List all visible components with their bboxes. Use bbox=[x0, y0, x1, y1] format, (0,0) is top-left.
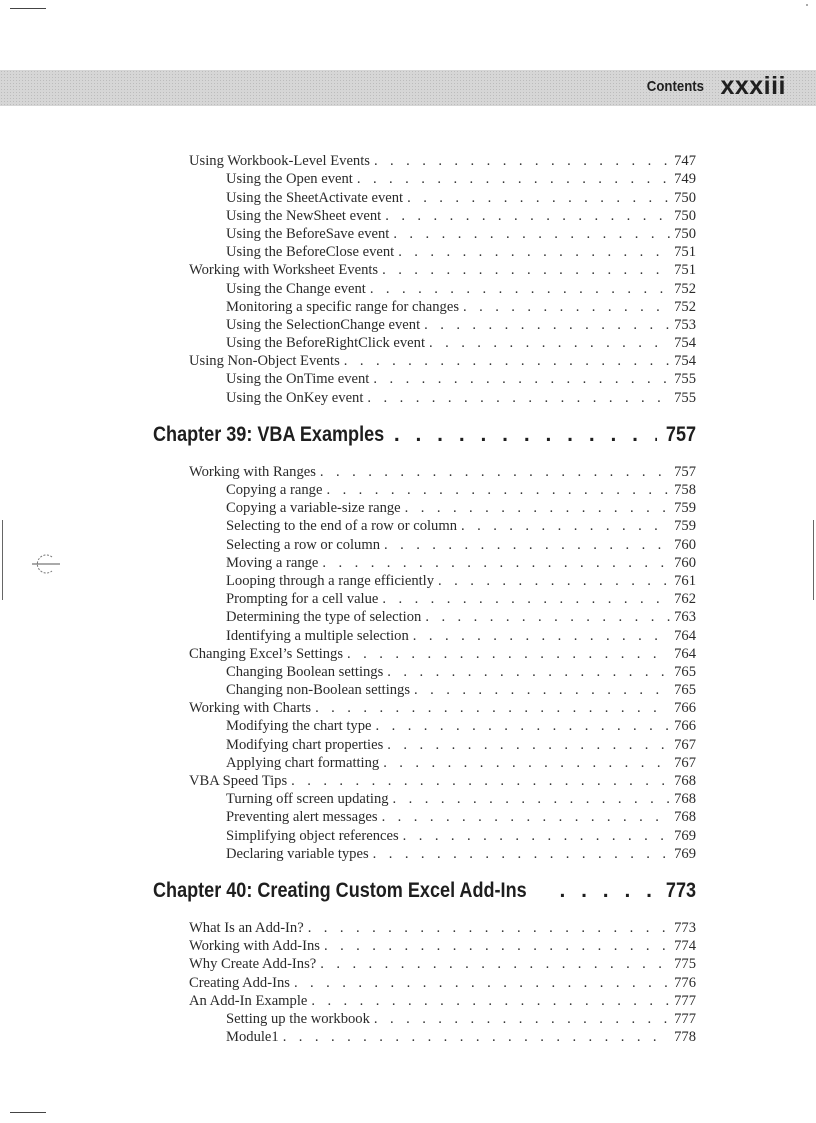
toc-section-entry[interactable] bbox=[189, 772, 696, 790]
entry-title: Changing Boolean settings bbox=[226, 663, 384, 680]
entry-page-number: 765 bbox=[674, 663, 696, 680]
entry-title: Creating Add-Ins bbox=[189, 974, 290, 991]
toc-section-entry[interactable] bbox=[189, 261, 696, 279]
entry-page-number: 768 bbox=[674, 791, 696, 808]
entry-title: Determining the type of selection bbox=[226, 609, 422, 626]
toc-subsection-entry[interactable] bbox=[226, 1010, 696, 1028]
entry-title: Using Workbook-Level Events bbox=[189, 153, 370, 170]
entry-title: Selecting to the end of a row or column bbox=[226, 518, 458, 535]
entry-page-number: 755 bbox=[674, 371, 696, 388]
entry-page-number: 776 bbox=[674, 974, 696, 991]
toc-subsection-entry[interactable] bbox=[226, 845, 696, 863]
dot-leader bbox=[413, 628, 670, 645]
toc-subsection-entry[interactable] bbox=[226, 298, 696, 316]
entry-page-number: 758 bbox=[674, 482, 696, 498]
toc-subsection-entry[interactable] bbox=[226, 626, 696, 644]
toc-section-entry[interactable] bbox=[189, 352, 696, 370]
entry-page-number: 751 bbox=[674, 244, 696, 261]
dot-leader bbox=[370, 281, 670, 298]
entry-page-number: 751 bbox=[674, 262, 696, 279]
dot-leader bbox=[315, 700, 670, 717]
entry-page-number: 777 bbox=[674, 992, 696, 1009]
entry-page-number: 767 bbox=[674, 754, 696, 771]
entry-title: Working with Add-Ins bbox=[189, 938, 320, 955]
entry-title: Using Non-Object Events bbox=[189, 353, 340, 370]
toc-section-entry[interactable] bbox=[189, 463, 696, 481]
toc-subsection-entry[interactable] bbox=[226, 207, 696, 225]
entry-title: Moving a range bbox=[226, 554, 319, 571]
dot-leader bbox=[403, 828, 670, 845]
page-number: xxxiii bbox=[720, 72, 786, 100]
entry-title: Preventing alert messages bbox=[226, 809, 378, 826]
dot-leader bbox=[463, 299, 670, 316]
toc-subsection-entry[interactable] bbox=[226, 572, 696, 590]
entry-title: Module1 bbox=[226, 1029, 279, 1046]
entry-title: Why Create Add-Ins? bbox=[189, 956, 317, 973]
dot-leader bbox=[393, 226, 670, 243]
dot-leader bbox=[387, 737, 670, 754]
entry-page-number: 766 bbox=[674, 700, 696, 717]
entry-page-number: 765 bbox=[674, 682, 696, 699]
entry-page-number: 752 bbox=[674, 298, 696, 315]
entry-page-number: 774 bbox=[674, 938, 696, 955]
entry-page-number: 768 bbox=[674, 809, 696, 826]
entry-page-number: 762 bbox=[674, 591, 696, 608]
dot-leader bbox=[394, 423, 657, 447]
dot-leader bbox=[414, 682, 670, 699]
entry-title: What Is an Add-In? bbox=[189, 919, 304, 936]
dot-leader bbox=[311, 993, 670, 1010]
dot-leader bbox=[373, 846, 670, 863]
entry-title: Looping through a range efficiently bbox=[226, 572, 435, 589]
toc-subsection-entry[interactable] bbox=[226, 681, 696, 699]
entry-title: Working with Ranges bbox=[189, 463, 316, 480]
entry-page-number: 750 bbox=[674, 207, 696, 224]
running-header-label: Contents bbox=[646, 78, 704, 95]
dot-leader bbox=[393, 791, 671, 808]
entry-page-number: 768 bbox=[674, 773, 696, 789]
dot-leader bbox=[382, 262, 670, 279]
toc-subsection-entry[interactable] bbox=[226, 334, 696, 352]
entry-title: Modifying chart properties bbox=[226, 736, 384, 753]
dot-leader bbox=[382, 591, 670, 608]
dot-leader bbox=[344, 353, 670, 370]
entry-page-number: 750 bbox=[674, 189, 696, 206]
toc-subsection-entry[interactable] bbox=[226, 808, 696, 826]
toc-subsection-entry[interactable] bbox=[226, 608, 696, 626]
dot-leader bbox=[326, 482, 670, 499]
entry-title: Working with Charts bbox=[189, 700, 312, 717]
entry-title: Using the Open event bbox=[226, 171, 353, 188]
dot-leader bbox=[357, 171, 670, 188]
entry-title: Using the BeforeSave event bbox=[226, 225, 390, 242]
dot-leader bbox=[308, 920, 670, 937]
entry-page-number: 752 bbox=[674, 280, 696, 297]
toc-section-entry[interactable] bbox=[189, 699, 696, 717]
dot-leader bbox=[320, 464, 670, 481]
chapter-heading[interactable] bbox=[153, 407, 696, 463]
print-speck bbox=[806, 4, 808, 6]
dot-leader bbox=[429, 335, 670, 352]
toc-subsection-entry[interactable] bbox=[226, 754, 696, 772]
entry-page-number: 760 bbox=[674, 536, 696, 553]
toc-subsection-entry[interactable] bbox=[226, 735, 696, 753]
toc-section-entry[interactable] bbox=[189, 152, 696, 170]
dot-leader bbox=[405, 500, 670, 517]
entry-title: VBA Speed Tips bbox=[189, 773, 288, 789]
toc-section-entry[interactable] bbox=[189, 645, 696, 663]
toc-subsection-entry[interactable] bbox=[226, 517, 696, 535]
toc-subsection-entry[interactable] bbox=[226, 663, 696, 681]
toc-subsection-entry[interactable] bbox=[226, 826, 696, 844]
entry-page-number: 764 bbox=[674, 645, 696, 662]
entry-title: Working with Worksheet Events bbox=[189, 262, 379, 279]
toc-subsection-entry[interactable] bbox=[226, 717, 696, 735]
entry-title: Using the NewSheet event bbox=[226, 207, 382, 224]
entry-page-number: 753 bbox=[674, 316, 696, 333]
toc-subsection-entry[interactable] bbox=[226, 790, 696, 808]
dot-leader bbox=[398, 244, 670, 261]
entry-page-number: 778 bbox=[674, 1029, 696, 1046]
dot-leader bbox=[294, 975, 670, 992]
dot-leader bbox=[347, 646, 670, 663]
dot-leader bbox=[376, 718, 671, 735]
entry-title: Simplifying object references bbox=[226, 827, 399, 844]
entry-page-number: 761 bbox=[674, 572, 696, 589]
entry-title: Applying chart formatting bbox=[226, 754, 380, 771]
entry-page-number: 755 bbox=[674, 389, 696, 406]
entry-page-number: 777 bbox=[674, 1010, 696, 1027]
toc-subsection-entry[interactable] bbox=[226, 188, 696, 206]
entry-page-number: 773 bbox=[674, 919, 696, 936]
dot-leader bbox=[438, 573, 670, 590]
dot-leader bbox=[384, 537, 670, 554]
toc-subsection-entry[interactable] bbox=[226, 535, 696, 553]
entry-page-number: 767 bbox=[674, 736, 696, 753]
entry-title: Modifying the chart type bbox=[226, 718, 372, 735]
entry-page-number: 757 bbox=[674, 463, 696, 480]
entry-page-number: 747 bbox=[674, 153, 696, 170]
entry-page-number: 775 bbox=[674, 956, 696, 973]
entry-title: Identifying a multiple selection bbox=[226, 627, 409, 644]
crop-mark-bottom bbox=[10, 1112, 46, 1113]
toc-subsection-entry[interactable] bbox=[226, 499, 696, 517]
entry-title: Changing non-Boolean settings bbox=[226, 682, 411, 699]
toc-subsection-entry[interactable] bbox=[226, 1028, 696, 1046]
chapter-title: Chapter 39: VBA Examples bbox=[153, 422, 385, 446]
toc-subsection-entry[interactable] bbox=[226, 554, 696, 572]
toc-section-entry[interactable] bbox=[189, 937, 696, 955]
dot-leader bbox=[407, 190, 670, 207]
entry-title: Using the OnKey event bbox=[226, 389, 364, 406]
dot-leader bbox=[461, 518, 670, 535]
dot-leader bbox=[374, 1011, 670, 1028]
chapter-title: Chapter 40: Creating Custom Excel Add-Ins bbox=[153, 878, 527, 902]
entry-title: Copying a range bbox=[226, 482, 323, 498]
entry-page-number: 769 bbox=[674, 827, 696, 844]
chapter-heading[interactable] bbox=[153, 863, 696, 919]
entry-title: Turning off screen updating bbox=[226, 791, 389, 808]
dot-leader bbox=[283, 1029, 670, 1046]
entry-title: Declaring variable types bbox=[226, 845, 369, 862]
dot-leader bbox=[374, 153, 670, 170]
toc-subsection-entry[interactable] bbox=[226, 316, 696, 334]
dot-leader bbox=[425, 609, 670, 626]
toc-subsection-entry[interactable] bbox=[226, 170, 696, 188]
entry-title: Prompting for a cell value bbox=[226, 591, 379, 608]
entry-title: Using the SelectionChange event bbox=[226, 316, 421, 333]
dot-leader bbox=[291, 773, 670, 790]
toc-section-entry[interactable] bbox=[189, 919, 696, 937]
toc-subsection-entry[interactable] bbox=[226, 243, 696, 261]
entry-page-number: 763 bbox=[674, 609, 696, 626]
entry-title: An Add-In Example bbox=[189, 992, 308, 1009]
entry-title: Using the SheetActivate event bbox=[226, 189, 404, 206]
toc-subsection-entry[interactable] bbox=[226, 225, 696, 243]
dot-leader bbox=[424, 317, 670, 334]
entry-title: Using the BeforeClose event bbox=[226, 244, 395, 261]
dot-leader bbox=[320, 956, 670, 973]
chapter-page-number: 757 bbox=[665, 422, 696, 446]
entry-page-number: 754 bbox=[674, 335, 696, 352]
entry-page-number: 769 bbox=[674, 845, 696, 862]
entry-title: Setting up the workbook bbox=[226, 1010, 370, 1027]
entry-title: Selecting a row or column bbox=[226, 536, 381, 553]
dot-leader bbox=[324, 938, 670, 955]
entry-page-number: 754 bbox=[674, 353, 696, 370]
entry-page-number: 759 bbox=[674, 500, 696, 517]
dot-leader bbox=[387, 664, 670, 681]
crop-mark-top bbox=[10, 8, 46, 9]
toc-section-entry[interactable] bbox=[189, 955, 696, 973]
entry-page-number: 750 bbox=[674, 225, 696, 242]
entry-title: Changing Excel’s Settings bbox=[189, 645, 344, 662]
dot-leader bbox=[382, 809, 671, 826]
entry-page-number: 759 bbox=[674, 518, 696, 535]
entry-title: Monitoring a specific range for changes bbox=[226, 298, 460, 315]
dot-leader bbox=[373, 371, 670, 388]
entry-page-number: 749 bbox=[674, 171, 696, 188]
entry-title: Using the OnTime event bbox=[226, 371, 370, 388]
entry-page-number: 760 bbox=[674, 554, 696, 571]
entry-page-number: 766 bbox=[674, 718, 696, 735]
dot-leader bbox=[559, 879, 656, 903]
dot-leader bbox=[367, 390, 670, 407]
toc-subsection-entry[interactable] bbox=[226, 370, 696, 388]
dot-leader bbox=[385, 208, 670, 225]
toc-section-entry[interactable] bbox=[189, 973, 696, 991]
toc-subsection-entry[interactable] bbox=[226, 590, 696, 608]
toc-section-entry[interactable] bbox=[189, 992, 696, 1010]
table-of-contents bbox=[0, 152, 816, 1046]
dot-leader bbox=[322, 555, 670, 572]
toc-subsection-entry[interactable] bbox=[226, 279, 696, 297]
entry-page-number: 764 bbox=[674, 627, 696, 644]
toc-subsection-entry[interactable] bbox=[226, 481, 696, 499]
chapter-page-number: 773 bbox=[665, 878, 696, 902]
entry-title: Using the Change event bbox=[226, 280, 366, 297]
dot-leader bbox=[383, 755, 670, 772]
toc-subsection-entry[interactable] bbox=[226, 388, 696, 406]
entry-title: Using the BeforeRightClick event bbox=[226, 335, 426, 352]
entry-title: Copying a variable-size range bbox=[226, 500, 401, 517]
